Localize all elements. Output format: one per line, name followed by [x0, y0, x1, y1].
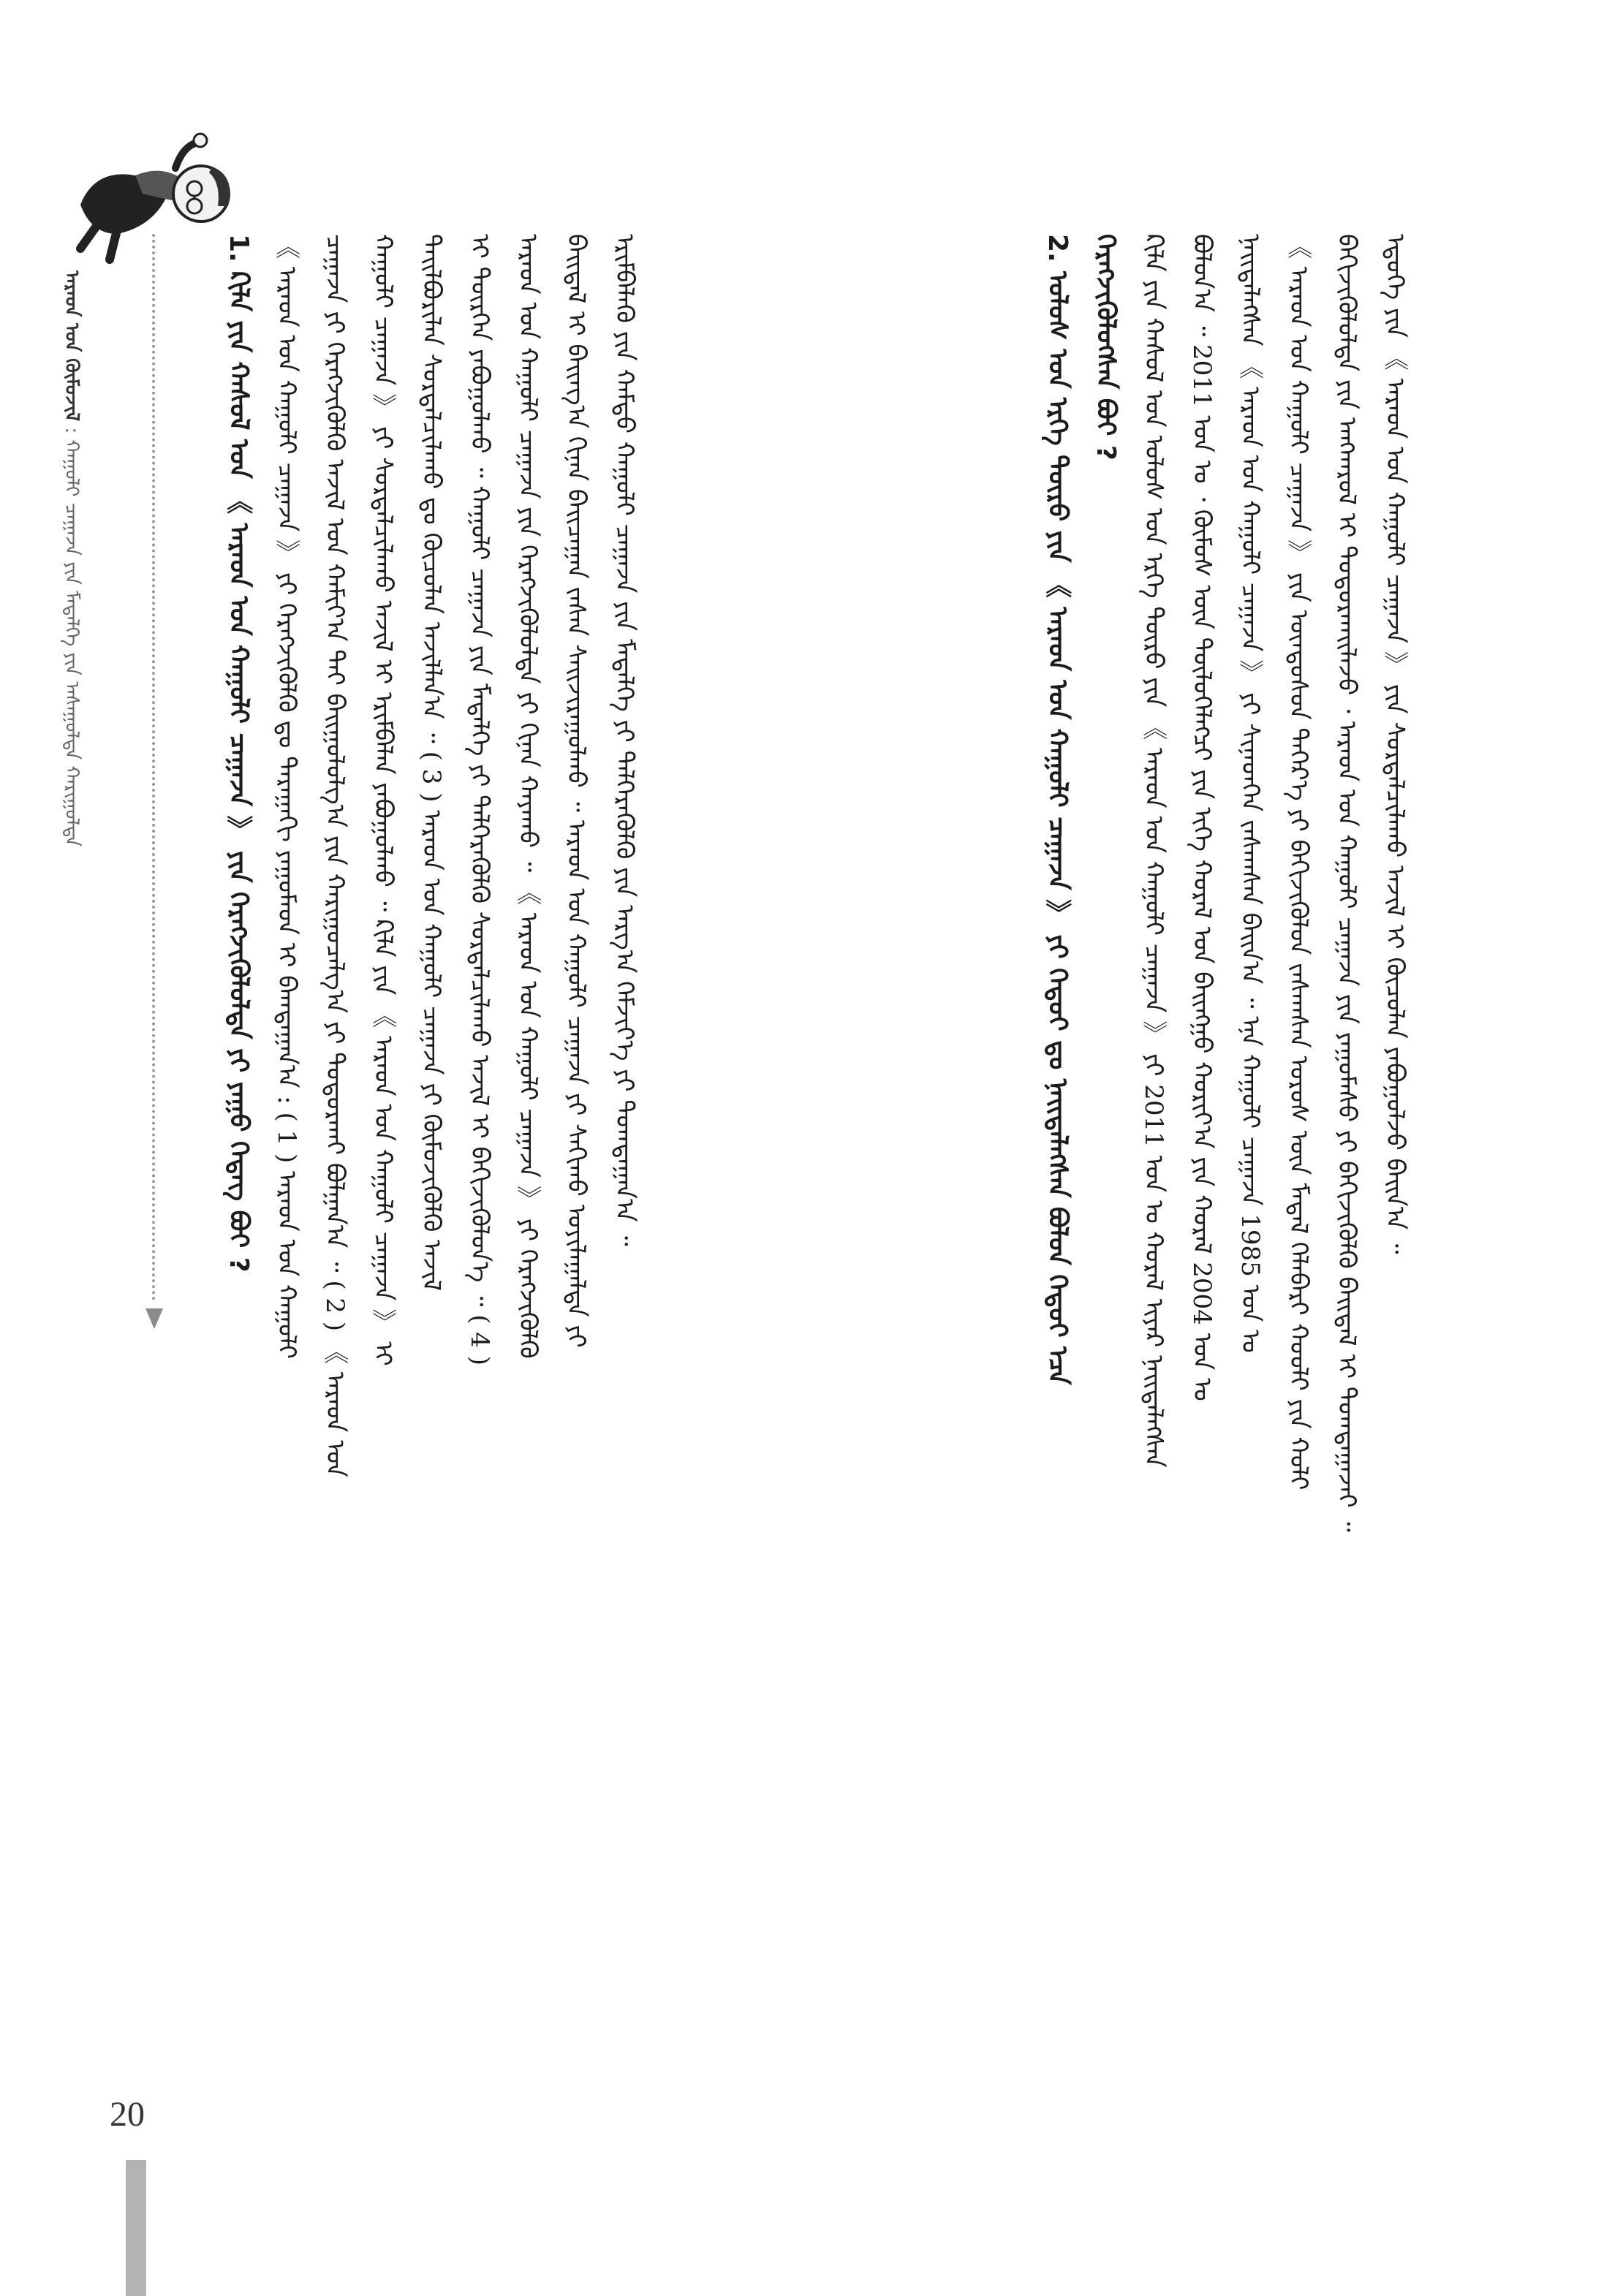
question-2-heading: 2. ᠤᠯᠤᠰ ᠤᠨ ᠡᠷᠬᠡ ᠲᠦᠷᠦ ᠶᠢᠨ 《 ᠠᠷᠠᠳ ᠤᠨ ᠬᠠᠭᠤᠯᠢ ᠴᠠᠭᠠᠵᠠ 》 ᠶᠢ ᠬᠡᠳᠦᠢ ᠳᠤ ᠨᠡᠢᠲᠡᠯᠡᠭᠰᠡᠨ ᠪᠣᠯᠣᠨ ᠬᠡᠳᠦᠢ ᠡᠴᠡ [1043, 234, 1072, 1385]
text-column: ᠠᠷᠠᠳ ᠤᠨ ᠬᠠᠭᠤᠯᠢ ᠴᠠᠭᠠᠵᠠ ᠶᠢᠨ ᠬᠡᠷᠡᠭᠵᠢᠭᠦᠯᠦᠯᠲᠡ ᠶᠢ ᠬᠢᠨᠠᠨ ᠬᠠᠶᠠᠬᠤ ᠃ 《 ᠠᠷᠠᠳ ᠤᠨ ᠬᠠᠭᠤᠯᠢ ᠴᠠᠭᠠᠵᠠ 》 ᠶᠢ ᠬᠡᠷᠡᠭᠵᠢᠭᠦᠯᠬᠦ [513, 234, 542, 1359]
page-number: 20 [110, 2095, 145, 2134]
text-column: ᠪᠡᠬᠢᠵᠢᠭᠦᠯᠦᠯᠲᠡ ᠶᠢᠨ ᠠᠩᠬᠠᠷᠤᠯ ᠢ ᠲᠣᠳᠤᠷᠬᠠᠢᠯᠠᠵᠤ ᠂ ᠠᠷᠠᠳ ᠤᠨ ᠬᠠᠭᠤᠯᠢ ᠴᠠᠭᠠᠵᠠ ᠶᠢᠨ ᠶᠠᠭᠤᠮᠠᠰᠤ ᠶᠢ ᠪᠡᠬᠢᠵᠢᠭᠦᠯᠬᠦ ᠪᠠᠢᠳᠠᠯ ᠢ ᠲᠣᠭᠲᠠᠭᠠᠵᠠᠢ ᠃ [1332, 234, 1361, 1532]
running-title: ᠠᠷᠠᠳ ᠤᠨ ᠬᠦᠮᠦᠵᠢᠯ : ᠬᠠᠭᠤᠯᠢ ᠴᠠᠭᠠᠵᠠ ᠶᠢᠨ ᠮᠡᠳᠡᠯᠭᠡ ᠶᠢᠨ ᠠᠰᠠᠭᠤᠯᠲᠠ ᠬᠠᠷᠢᠭᠤᠯᠲᠠ [61, 270, 83, 847]
text-column: ᠪᠣᠯᠣᠨ᠎ᠠ ᠃ 2011 ᠣᠨ ᠤ ᠂ ᠬᠦᠮᠦᠰ ᠦᠨ ᠲᠥᠯᠦᠭᠡᠯᠡᠭᠴᠢ ᠶᠢᠨ ᠢᠬᠡ ᠬᠤᠷᠠᠯ ᠤᠨ ᠪᠠᠢᠩᠭᠤ ᠬᠣᠷᠢᠶ᠎ᠠ ᠶᠢᠨ ᠬᠤᠷᠠᠯ 2004 ᠣᠨ ᠤ [1187, 234, 1217, 1401]
text-column: ᠲᠠᠢᠯᠪᠤᠷᠢᠯᠠᠨ ᠰᠤᠷᠲᠠᠯᠴᠢᠯᠠᠬᠤ ᠳᠤ ᠬᠦᠴᠦᠯᠡᠨ ᠠᠵᠢᠯᠯᠠᠨ᠎ᠠ ᠃ ( 3 ) ᠠᠷᠠᠳ ᠤᠨ ᠬᠠᠭᠤᠯᠢ ᠴᠠᠭᠠᠵᠠ ᠶᠢ ᠬᠦᠮᠦᠵᠢᠭᠦᠯᠬᠦ ᠠᠵᠢᠯ [417, 234, 446, 1292]
text-column: ᠡᠳᠦᠭᠡ ᠶᠢᠨ 《 ᠠᠷᠠᠳ ᠤᠨ ᠬᠠᠭᠤᠯᠢ ᠴᠠᠭᠠᠵᠠ 》 ᠶᠢᠨ ᠰᠤᠷᠲᠠᠯᠴᠢᠯᠠᠬᠤ ᠠᠵᠢᠯ ᠢ ᠬᠦᠴᠦᠯᠡᠨ ᠶᠠᠪᠤᠭᠤᠯᠵᠤ ᠪᠠᠢᠨ᠎ᠠ ᠃ [1380, 234, 1410, 1254]
question-1-heading: 1. ᠺᠢᠯᠠ ᠶᠢᠨ ᠬᠠᠰᠤᠯ ᠤᠨ 《 ᠠᠷᠠᠳ ᠤᠨ ᠬᠠᠭᠤᠯᠢ ᠴᠠᠭᠠᠵᠠ 》 ᠶᠢᠨ ᠬᠡᠷᠡᠭᠵᠢᠭᠦᠯᠦᠯᠲᠡ ᠶᠢ ᠶᠠᠭᠤ ᠭᠡᠳᠡᠭ ᠪᠤᠢ ? [224, 234, 254, 1273]
running-title-sub: ᠠᠷᠠᠳ ᠤᠨ ᠬᠦᠮᠦᠵᠢᠯ [61, 270, 83, 422]
running-title-main: ᠬᠠᠭᠤᠯᠢ ᠴᠠᠭᠠᠵᠠ ᠶᠢᠨ ᠮᠡᠳᠡᠯᠭᠡ ᠶᠢᠨ ᠠᠰᠠᠭᠤᠯᠲᠠ ᠬᠠᠷᠢᠭᠤᠯᠲᠠ [61, 439, 83, 847]
header-dotted-rule [152, 234, 155, 1301]
text-column: ᠪᠠᠢᠳᠠᠯ ᠢ ᠪᠠᠢᠨᠭ᠎ᠠ ᠬᠢᠨᠠᠨ ᠪᠠᠢᠴᠠᠭᠠᠨ ᠵᠠᠰᠠᠨ ᠰᠠᠢᠵᠢᠷᠠᠭᠤᠯᠬᠤ ᠃ ᠠᠷᠠᠳ ᠤᠨ ᠬᠠᠭᠤᠯᠢ ᠴᠠᠭᠠᠵᠠ ᠶᠢ ᠰᠠᠬᠢᠬᠤ ᠣᠶᠢᠯᠠᠭᠠᠯᠲᠠ ᠶᠢ [561, 234, 591, 1348]
text-column: ᠨᠡᠢᠲᠡᠯᠡᠭᠰᠡᠨ 《 ᠠᠷᠠᠳ ᠤᠨ ᠬᠠᠭᠤᠯᠢ ᠴᠠᠭᠠᠵᠠ 》 ᠶᠢ ᠰᠢᠨᠡᠳᠬᠡᠨ ᠵᠠᠰᠠᠭᠰᠠᠨ ᠪᠠᠢᠨ᠎ᠠ ᠃ ᠡᠨᠡ ᠬᠠᠭᠤᠯᠢ ᠴᠠᠭᠠᠵᠠ 1985 ᠣᠨ ᠤ [1236, 234, 1265, 1353]
question-2-heading-continued: ᠬᠡᠷᠡᠭᠵᠢᠭᠦᠯᠦᠭᠰᠡᠨ ᠪᠤᠢ ? [1091, 234, 1121, 461]
text-column: ᠺᠢᠯᠠ ᠶᠢᠨ ᠬᠠᠰᠤᠯ ᠤᠨ ᠤᠯᠤᠰ ᠤᠨ ᠡᠷᠬᠡ ᠲᠦᠷᠦ ᠶᠢᠨ 《 ᠠᠷᠠᠳ ᠤᠨ ᠬᠠᠭᠤᠯᠢ ᠴᠠᠭᠠᠵᠠ 》 ᠶᠢ 2011 ᠣᠨ ᠤ ᠬᠤᠷᠠᠯ ᠢᠶᠠᠷ ᠨᠡᠢᠲᠡᠯᠡᠭᠰᠡᠨ [1139, 234, 1168, 1468]
page-edge-tab [126, 2160, 146, 2296]
text-column: ᠴᠠᠭᠠᠵᠠ ᠶᠢ ᠬᠡᠷᠡᠭᠵᠢᠭᠦᠯᠬᠦ ᠠᠵᠢᠯ ᠤᠨ ᠬᠠᠮᠢᠶ᠎ᠠ ᠲᠠᠢ ᠪᠠᠢᠭᠤᠯᠤᠯᠭ᠎ᠠ ᠶᠢᠨ ᠬᠠᠷᠢᠭᠤᠴᠠᠯᠭ᠎ᠠ ᠶᠢ ᠲᠣᠳᠤᠷᠬᠠᠢ ᠪᠣᠯᠭᠠᠨ᠎ᠠ ᠃ ( 2 ) 《 ᠠᠷᠠᠳ ᠤᠨ [320, 234, 349, 1477]
text-column: ᠡᠷᠢᠮᠪᠡᠯᠡᠬᠦ ᠶᠢᠨ ᠬᠠᠮᠲᠤ ᠬᠠᠭᠤᠯᠢ ᠴᠠᠭᠠᠵᠠ ᠶᠢᠨ ᠮᠡᠳᠡᠯᠭᠡ ᠶᠢ ᠳᠡᠯᠭᠡᠷᠡᠭᠦᠯᠬᠦ ᠶᠢᠨ ᠠᠷᠭ᠎ᠠ ᠬᠡᠮᠵᠢᠶ᠎ᠡ ᠶᠢ ᠲᠣᠭᠲᠠᠭᠠᠨ᠎ᠠ ᠃ [610, 234, 639, 1246]
text-column: ᠬᠠᠭᠤᠯᠢ ᠴᠠᠭᠠᠵᠠ 》 ᠶᠢ ᠰᠤᠷᠲᠠᠯᠴᠢᠯᠠᠬᠤ ᠠᠵᠢᠯ ᠢ ᠡᠷᠢᠮᠪᠡᠯᠡᠨ ᠶᠠᠪᠤᠭᠤᠯᠬᠤ ᠃ ᠺᠢᠯᠠ ᠶᠢᠨ 《 ᠠᠷᠠᠳ ᠤᠨ ᠬᠠᠭᠤᠯᠢ ᠴᠠᠭᠠᠵᠠ 》 ᠢ [368, 234, 398, 1366]
arrow-down-icon [145, 1308, 163, 1329]
text-column: 《 ᠠᠷᠠᠳ ᠤᠨ ᠬᠠᠭᠤᠯᠢ ᠴᠠᠭᠠᠵᠠ 》 ᠶᠢ ᠬᠡᠷᠡᠭᠵᠢᠭᠦᠯᠬᠦ ᠳᠤ ᠳᠠᠷᠠᠭᠠᠬᠢ ᠶᠠᠭᠤᠮᠠᠳ ᠢ ᠪᠠᠭᠲᠠᠭᠠᠨ᠎ᠠ : ( 1 ) ᠠᠷᠠᠳ ᠤᠨ ᠬᠠᠭᠤᠯᠢ [272, 234, 301, 1360]
text-column: ᠢ ᠲᠦᠷᠭᠡᠨ ᠶᠠᠪᠤᠭᠤᠯᠬᠤ ᠃ ᠬᠠᠭᠤᠯᠢ ᠴᠠᠭᠠᠵᠠ ᠶᠢᠨ ᠮᠡᠳᠡᠯᠭᠡ ᠶᠢ ᠳᠡᠯᠭᠡᠷᠡᠭᠦᠯᠬᠦ ᠰᠤᠷᠲᠠᠯᠴᠢᠯᠠᠬᠤ ᠠᠵᠢᠯ ᠢ ᠪᠡᠬᠢᠵᠢᠭᠦᠯᠦᠨ᠎ᠡ ᠃ ( 4 ) [465, 234, 494, 1365]
text-column: 《 ᠠᠷᠠᠳ ᠤᠨ ᠬᠠᠭᠤᠯᠢ ᠴᠠᠭᠠᠵᠠ 》 ᠶᠢᠨ ᠦᠨᠳᠦᠰᠦᠨ ᠳᠡᠭᠡᠷ᠎ᠡ ᠶᠢ ᠪᠡᠬᠢᠵᠢᠭᠦᠯᠦᠨ ᠵᠠᠰᠠᠭᠰᠠᠨ ᠣᠷᠣᠰ ᠦᠨ ᠮᠡᠳᠡᠯ ᠬᠡᠯᠡᠪᠡᠷᠢ ᠬᠤᠤᠯᠢ ᠶᠢᠨ ᠬᠤᠯᠢ [1284, 234, 1313, 1490]
